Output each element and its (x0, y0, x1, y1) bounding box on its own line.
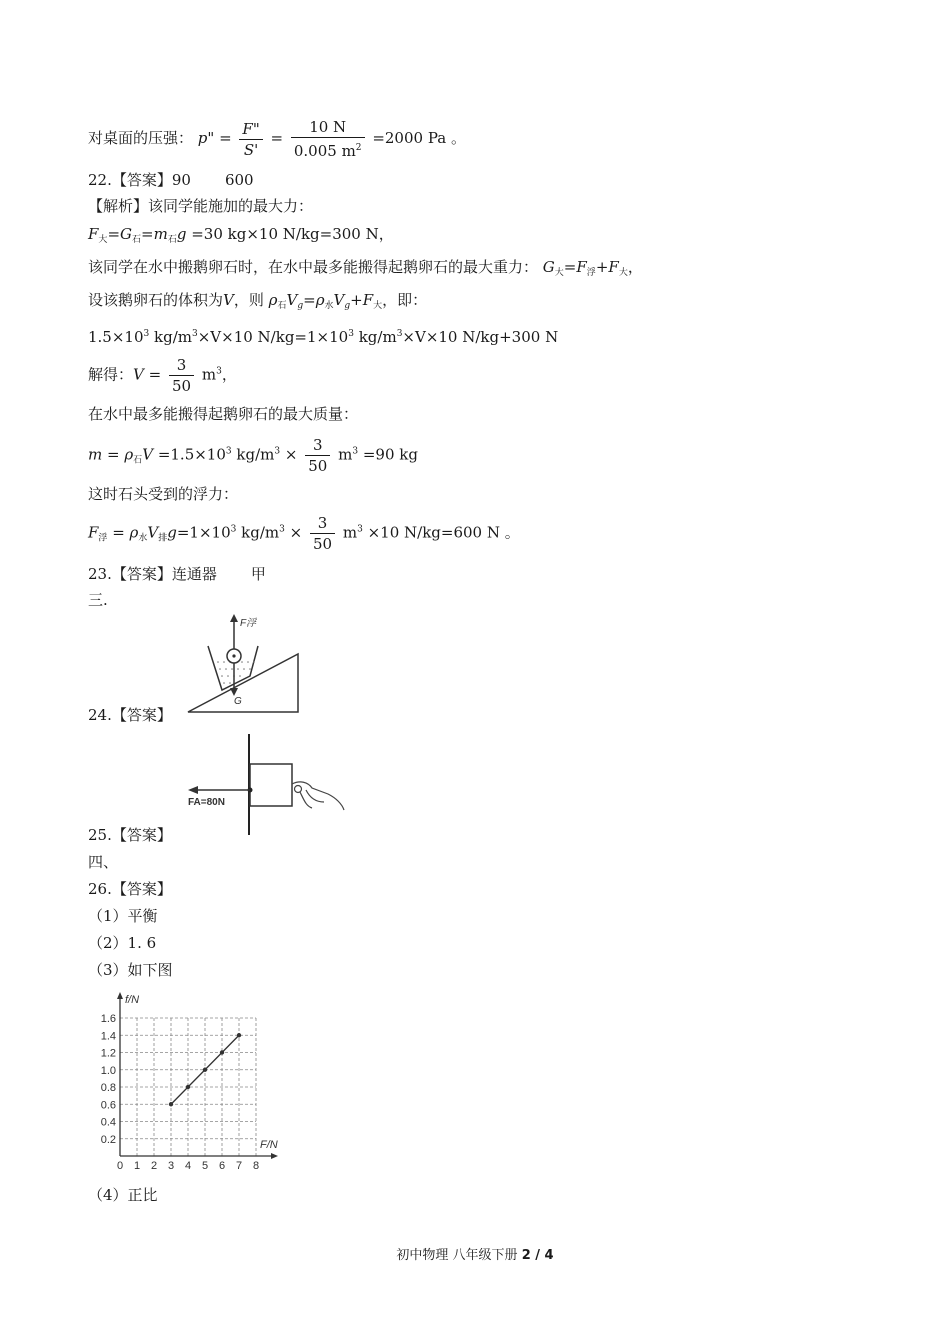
pressure-denominator: 0.005 m (293, 142, 356, 160)
x-tick-label: 6 (218, 1160, 226, 1172)
pressure-numerator: 10 N (291, 118, 365, 138)
q26-item-3: （3）如下图 (88, 961, 173, 979)
x-tick-label: 1 (133, 1160, 141, 1172)
q22-buoy-text: 这时石头受到的浮力： (88, 485, 239, 503)
q26-item-2: （2）1. 6 (88, 934, 157, 952)
page-footer: 初中物理 八年级下册 2 / 4 (396, 1248, 554, 1263)
q26-item-4: （4）正比 (88, 1186, 158, 1204)
y-tick-label: 1.0 (100, 1064, 116, 1077)
q26-answer: 26.【答案】 (88, 880, 172, 898)
x-axis-arrow (271, 1153, 278, 1159)
x-tick-label: 7 (235, 1160, 243, 1172)
q24-answer: 24.【答案】 (88, 706, 172, 724)
page-number: 2 / 4 (521, 1248, 554, 1263)
x-tick-label: 8 (252, 1160, 260, 1172)
q26-chart (84, 990, 294, 1175)
q22-analysis-title: 【解析】该同学能施加的最大力： (88, 197, 314, 215)
q22-eq2: $1.5\times 10^3$ $kg/m^3\times V\times 10$ $N/kg=1\times 10^3$ $kg/m^3\times V\times 10$ N/kg+300 N (88, 328, 559, 346)
q26-item-1: （1）平衡 (88, 907, 158, 925)
x-tick-label: 0 (116, 1160, 124, 1172)
data-point (220, 1050, 224, 1054)
force-label: FA=80N (188, 797, 225, 808)
q22-eq4: $F_浮 = \rho_水V_排g=1\times 10^3$ $kg/m^3$ × $\frac{3}{50}$ $m^3 \times 10$ N/kg=600 N 。 (88, 514, 520, 553)
data-point (237, 1033, 241, 1037)
data-point (203, 1068, 207, 1072)
q23-answer: 23.【答案】连通器 甲 (88, 565, 266, 583)
q22-solve: 解得：V = $\frac{3}{50}$ $m^3$， (88, 356, 237, 395)
q22-eq1: $F_大=G_石=m_石g =30$ kg×10 N/kg=300 N， (88, 225, 394, 245)
incline (188, 654, 298, 712)
y-tick-label: 0.4 (100, 1116, 116, 1129)
gravity-label: G (234, 696, 242, 707)
x-tick-label: 4 (184, 1160, 192, 1172)
x-tick-label: 3 (167, 1160, 175, 1172)
data-point (186, 1085, 190, 1089)
pressure-line: 对桌面的压强： p" = $\frac{F"}{S'}$ = $\frac{10 N}{0.005 m^2}$ =2000 Pa 。 (88, 118, 466, 160)
q25-diagram (180, 732, 350, 837)
y-axis-label: f/N (125, 994, 140, 1006)
x-tick-label: 2 (150, 1160, 158, 1172)
y-tick-label: 1.4 (100, 1030, 116, 1043)
section-four: 四、 (88, 853, 119, 871)
y-tick-label: 0.8 (100, 1082, 116, 1094)
y-tick-label: 1.2 (100, 1047, 116, 1060)
q22-answer: 22.【答案】90 600 (88, 171, 254, 189)
y-axis-arrow (117, 992, 123, 999)
q24-diagram (180, 612, 305, 717)
q25-answer: 25.【答案】 (88, 826, 172, 844)
x-tick-label: 5 (201, 1160, 209, 1172)
pressure-result: =2000 Pa 。 (372, 129, 466, 147)
block (250, 764, 292, 806)
y-tick-label: 0.2 (100, 1133, 116, 1146)
x-axis-label: F/N (260, 1139, 278, 1151)
q22-eq3: $m = \rho_石V =1.5\times 10^3$ $kg/m^3$ × $\frac{3}{50}$ $m^3 =90$ kg (88, 436, 418, 475)
q22-max-gravity: 该同学在水中搬鹅卵石时，在水中最多能搬得起鹅卵石的最大重力： $G_大=F_浮+F_大$， (88, 258, 643, 278)
data-point (169, 1102, 173, 1106)
buoyancy-label: F浮 (240, 618, 257, 629)
q22-max-mass-text: 在水中最多能搬得起鹅卵石的最大质量： (88, 405, 359, 423)
section-three: 三. (88, 591, 108, 609)
y-tick-label: 0.6 (100, 1099, 116, 1112)
y-tick-label: 1.6 (100, 1013, 116, 1025)
q22-volume-line: 设该鹅卵石的体积为V，则 $\rho_石V_g=\rho_水V_g+F_大$，即： (88, 291, 428, 311)
